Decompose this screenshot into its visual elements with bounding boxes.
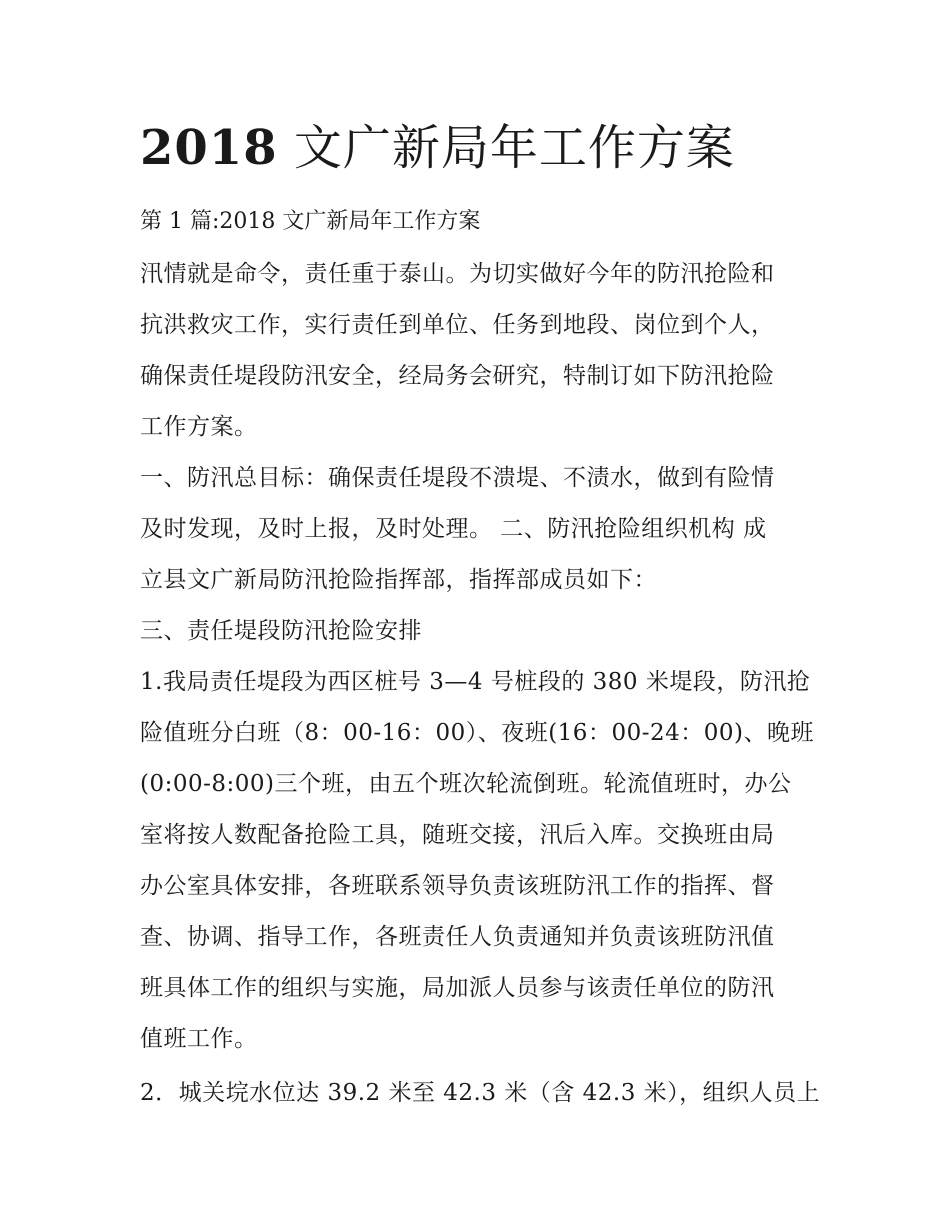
paragraph-line: 室将按人数配备抢险工具，随班交接，汛后入库。交换班由局: [140, 822, 775, 848]
paragraph-line: 办公室具体安排，各班联系领导负责该班防汛工作的指挥、督: [140, 873, 775, 899]
paragraph-line: 查、协调、指导工作，各班责任人负责通知并负责该班防汛值: [140, 924, 775, 950]
paragraph-line: 2．城关垸水位达 39.2 米至 42.3 米（含 42.3 米），组织人员上: [140, 1080, 821, 1106]
section-heading: 三、责任堤段防汛抢险安排: [140, 618, 422, 644]
paragraph-line: 立县文广新局防汛抢险指挥部，指挥部成员如下：: [140, 567, 657, 593]
paragraph-line: 及时发现，及时上报，及时处理。 二、防汛抢险组织机构 成: [140, 516, 767, 542]
paragraph-line: (0:00-8:00)三个班，由五个班次轮流倒班。轮流值班时，办公: [140, 771, 792, 797]
title-year: 2018: [140, 120, 278, 176]
title-text: 文广新局年工作方案: [293, 120, 735, 176]
paragraph-line: 工作方案。: [140, 414, 258, 440]
document-body: [140, 249, 820, 1119]
paragraph-line: 汛情就是命令，责任重于泰山。为切实做好今年的防汛抢险和: [140, 261, 775, 287]
paragraph-line: 抗洪救灾工作，实行责任到单位、任务到地段、岗位到个人，: [140, 312, 775, 338]
paragraph-line: 险值班分白班（8：00-16：00）、夜班(16：00-24：00)、晚班: [140, 720, 814, 746]
document-title: [140, 118, 735, 178]
paragraph-line: 1.我局责任堤段为西区桩号 3—4 号桩段的 380 米堤段，防汛抢: [140, 669, 811, 695]
chapter-subtitle: 第 1 篇:2018 文广新局年工作方案: [140, 209, 481, 234]
paragraph-line: 班具体工作的组织与实施，局加派人员参与该责任单位的防汛: [140, 975, 775, 1001]
paragraph-line: 一、防汛总目标：确保责任堤段不溃堤、不渍水，做到有险情: [140, 465, 775, 491]
paragraph-line: 确保责任堤段防汛安全，经局务会研究，特制订如下防汛抢险: [140, 363, 775, 389]
paragraph-line: 值班工作。: [140, 1026, 258, 1052]
